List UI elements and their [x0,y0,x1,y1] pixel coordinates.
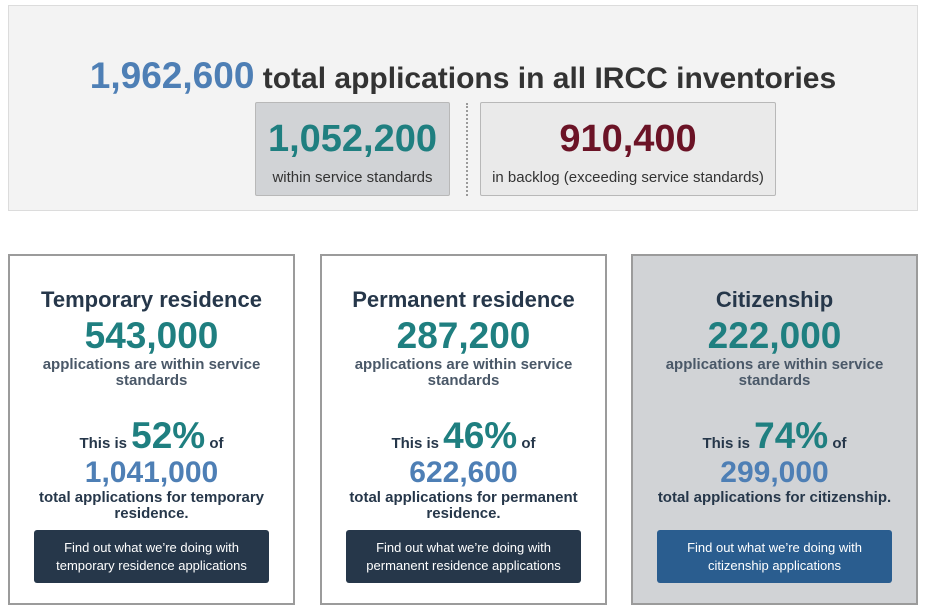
summary-divider [466,103,468,196]
pct-prefix: This is [79,435,127,452]
card-title: Citizenship [715,287,834,312]
total-count-label: total applications for temporary residence. [38,489,265,522]
pct-suffix: of [832,435,847,452]
card-citizenship [631,254,918,605]
within-count: 543,000 [84,315,219,356]
within-count: 222,000 [707,315,842,356]
percentage-value: 74% [754,415,829,456]
citizenship-action-button[interactable]: Find out what we’re doing with citizenship applications [657,530,892,583]
total-count: 622,600 [409,456,518,489]
card-permanent-residence [320,254,607,605]
inventory-summary [8,5,918,211]
total-applications-label: total applications in all IRCC inventories [262,62,837,95]
within-standards-number: 1,052,200 [267,118,438,160]
total-count-label: total applications for permanent residence. [349,489,578,522]
card-title: Temporary residence [41,287,262,312]
percentage-value: 52% [131,415,206,456]
within-count-label: applications are within service standards [354,356,573,389]
card-title: Permanent residence [352,287,575,312]
within-count: 287,200 [396,315,531,356]
total-applications-number: 1,962,600 [89,55,255,96]
within-standards-box [255,102,450,196]
pct-prefix: This is [702,435,750,452]
within-standards-label: within service standards [272,169,433,186]
temporary-residence-action-button[interactable]: Find out what we’re doing with temporary residence applications [34,530,269,583]
total-count: 1,041,000 [84,456,219,489]
backlog-box [480,102,776,196]
pct-prefix: This is [391,435,439,452]
backlog-label: in backlog (exceeding service standards) [492,169,764,186]
permanent-residence-action-button[interactable]: Find out what we’re doing with permanent residence applications [346,530,581,583]
percentage-value: 46% [443,415,518,456]
within-count-label: applications are within service standards [665,356,884,389]
total-count-label: total applications for citizenship. [657,489,892,506]
summary-headline [9,56,917,99]
card-temporary-residence [8,254,295,605]
pct-suffix: of [209,435,224,452]
backlog-number: 910,400 [559,118,697,160]
within-count-label: applications are within service standards [42,356,261,389]
pct-suffix: of [521,435,536,452]
total-count: 299,000 [720,456,829,489]
